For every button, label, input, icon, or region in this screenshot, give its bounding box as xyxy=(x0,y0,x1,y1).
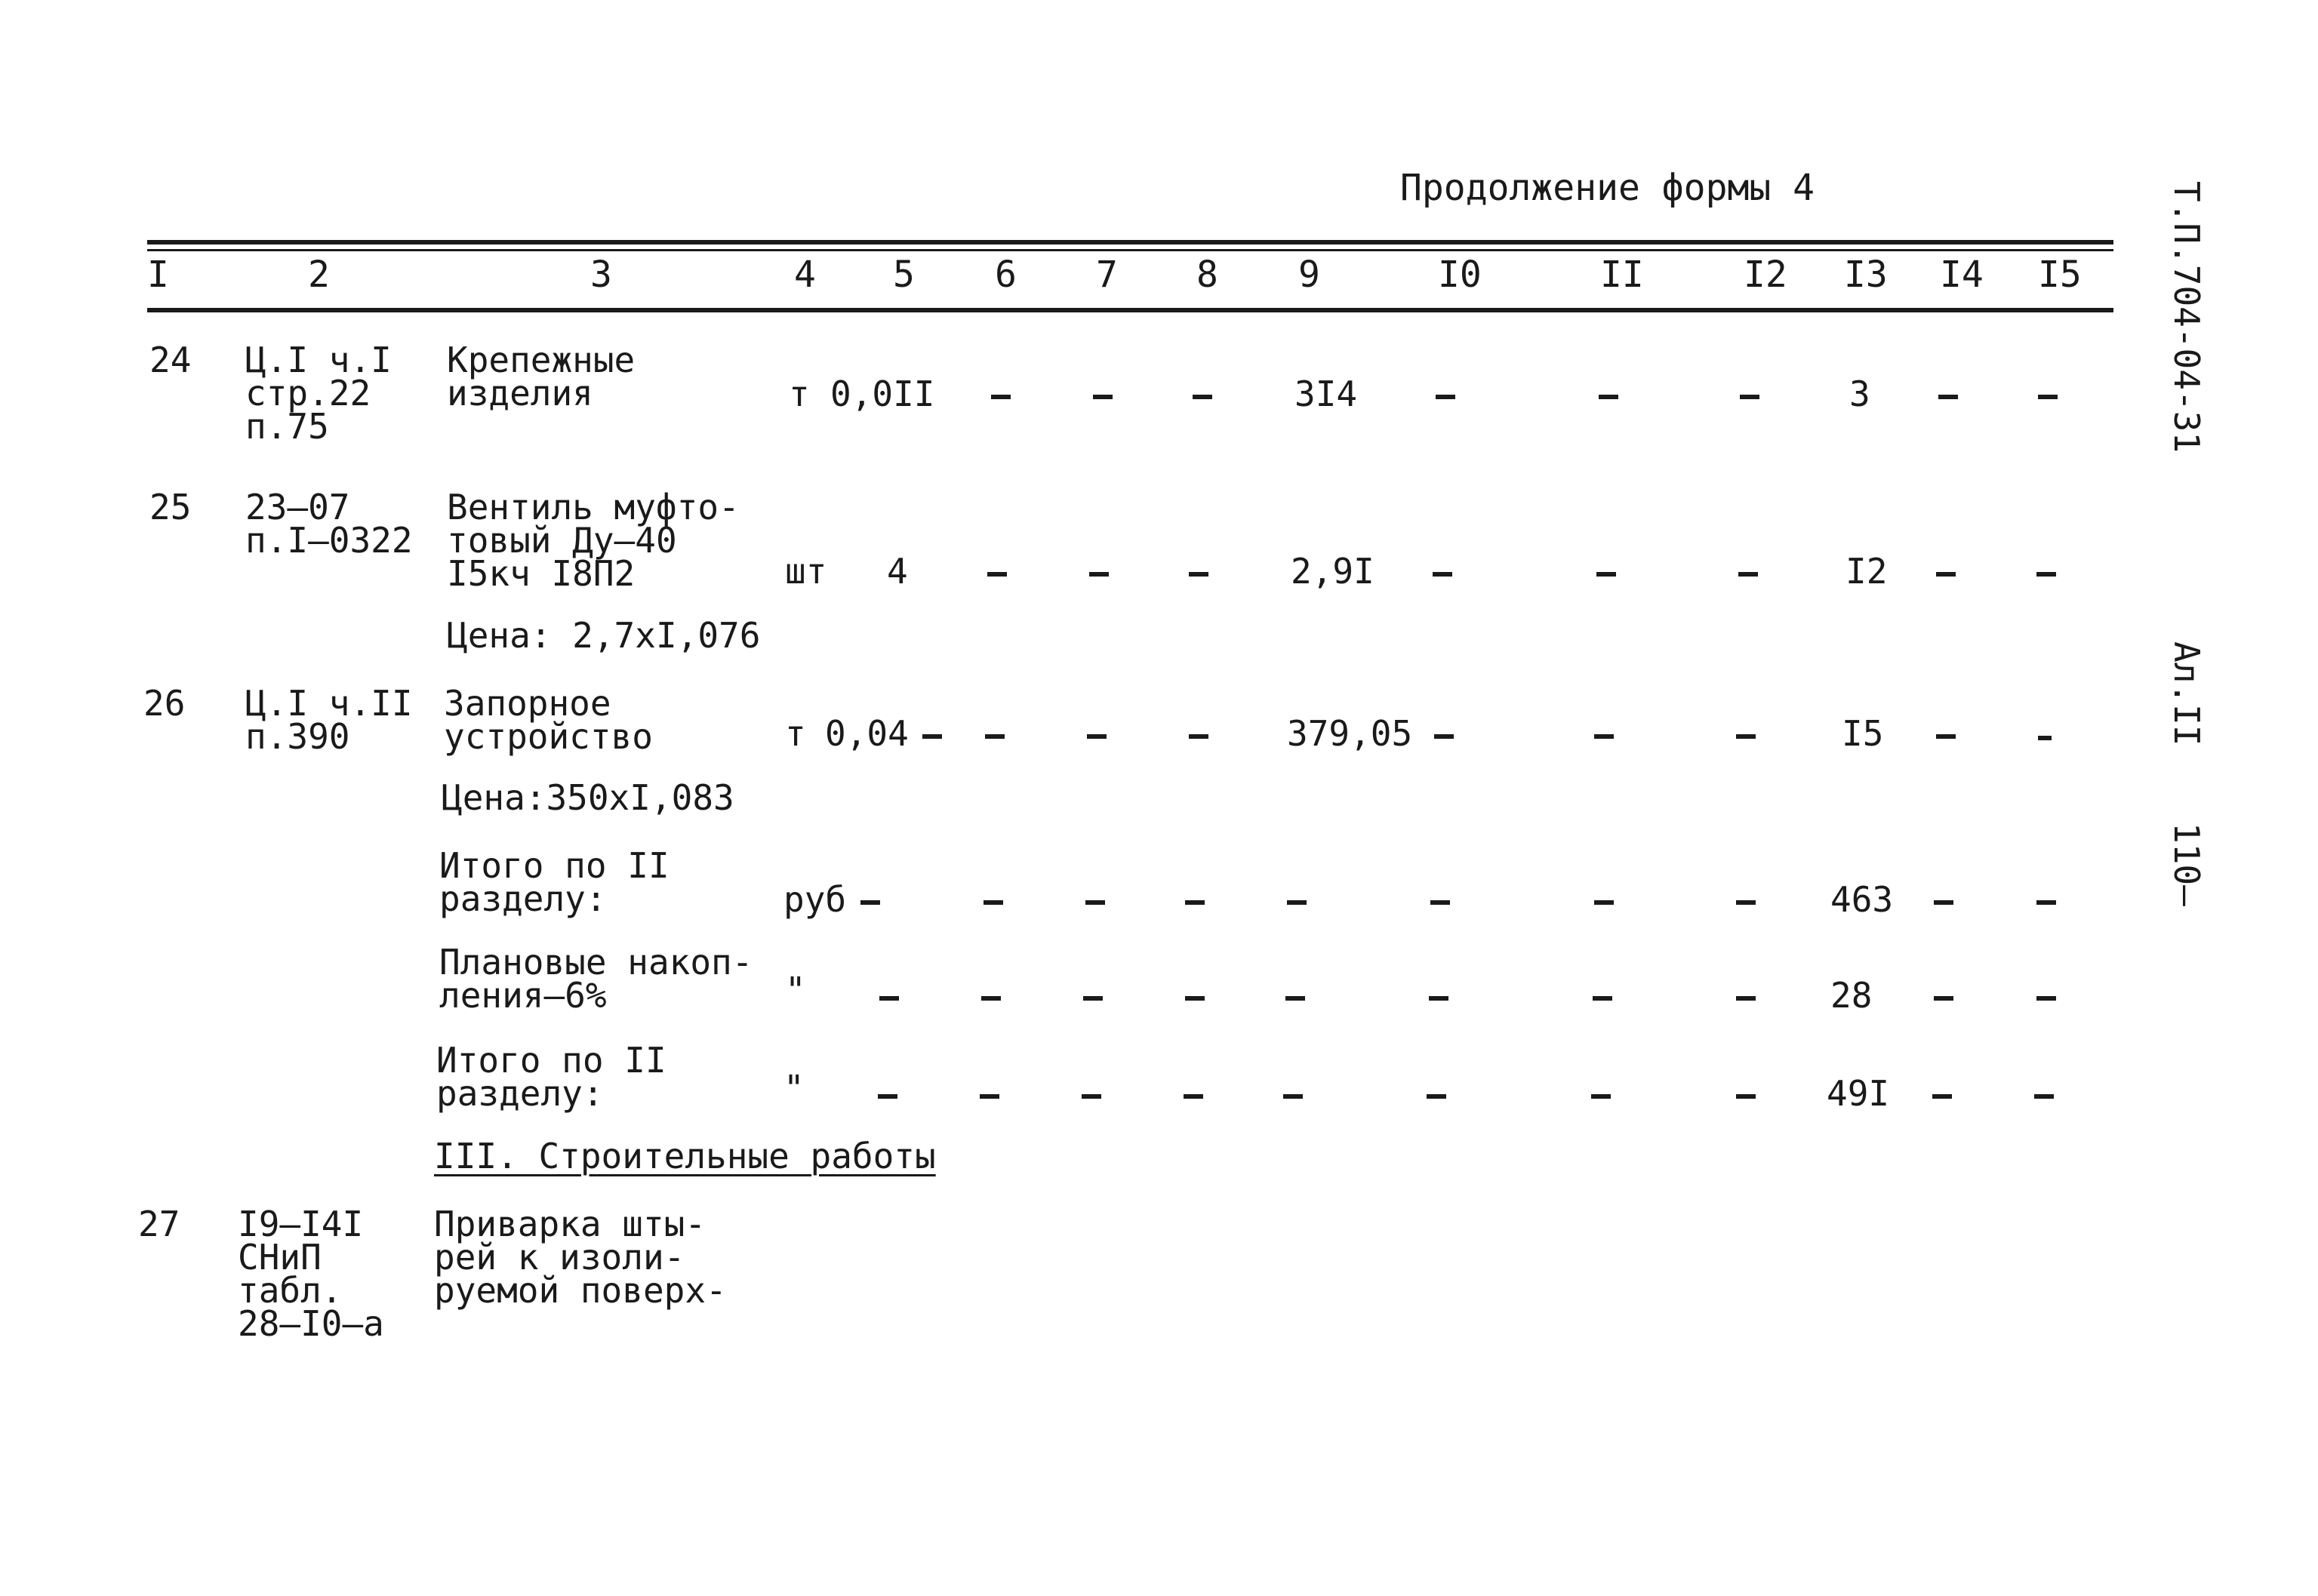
unit: " xyxy=(783,1068,805,1109)
empty-cell-dash xyxy=(1082,1094,1101,1099)
unit: " xyxy=(785,970,806,1010)
empty-cell-dash xyxy=(2036,572,2056,577)
total-value: I2 xyxy=(1845,551,1888,592)
page-title: Продолжение формы 4 xyxy=(1400,167,1815,209)
total-value: I5 xyxy=(1842,713,1884,754)
unit: т xyxy=(785,713,806,754)
empty-cell-dash xyxy=(1736,900,1756,905)
item-name: Приварка шты- рей к изоли- руемой поверх- xyxy=(434,1204,727,1311)
total-value: 463 xyxy=(1830,879,1894,920)
empty-cell-dash xyxy=(1596,572,1616,577)
row-number: 26 xyxy=(143,683,186,724)
norm-reference: Ц.I ч.I стр.22 п.75 xyxy=(245,340,392,447)
unit: т xyxy=(789,374,810,414)
price-value: 379,05 xyxy=(1287,713,1413,754)
empty-cell-dash xyxy=(984,900,1003,905)
empty-cell-dash xyxy=(1740,395,1759,399)
item-name: Плановые накоп- ления–6% xyxy=(439,942,753,1016)
side-album-label: Ал.II xyxy=(2166,641,2207,746)
empty-cell-dash xyxy=(1936,572,1956,577)
empty-cell-dash xyxy=(1594,734,1614,739)
empty-cell-dash xyxy=(1085,900,1105,905)
empty-cell-dash xyxy=(2038,736,2052,740)
col-header: 3 xyxy=(590,254,612,296)
side-document-code: Т.П.704-04-31 xyxy=(2166,181,2207,454)
price-value: 2,9I xyxy=(1291,551,1374,592)
empty-cell-dash xyxy=(2034,1094,2054,1099)
empty-cell-dash xyxy=(1193,395,1212,399)
empty-cell-dash xyxy=(1287,900,1307,905)
header-rule-bottom xyxy=(147,308,2113,312)
unit: руб xyxy=(783,879,847,920)
empty-cell-dash xyxy=(1283,1094,1303,1099)
item-name: Вентиль муфто- товый Ду–40 I5кч I8П2 xyxy=(447,487,740,594)
col-header: 8 xyxy=(1196,254,1218,296)
header-rule-top xyxy=(147,240,2113,244)
row-number: 24 xyxy=(149,340,192,380)
norm-reference: 23–07 п.I–0322 xyxy=(245,487,413,561)
empty-cell-dash xyxy=(1429,996,1448,1001)
empty-cell-dash xyxy=(878,1094,897,1099)
empty-cell-dash xyxy=(1427,1094,1446,1099)
item-name: Запорное устройство xyxy=(444,683,653,757)
empty-cell-dash xyxy=(1593,996,1612,1001)
row-number: 27 xyxy=(138,1204,180,1244)
empty-cell-dash xyxy=(991,395,1011,399)
empty-cell-dash xyxy=(1736,996,1756,1001)
empty-cell-dash xyxy=(1932,1094,1952,1099)
empty-cell-dash xyxy=(1938,395,1958,399)
empty-cell-dash xyxy=(1736,734,1756,739)
empty-cell-dash xyxy=(1087,734,1107,739)
empty-cell-dash xyxy=(2038,395,2058,399)
col-header: I xyxy=(147,254,169,296)
empty-cell-dash xyxy=(1083,996,1103,1001)
empty-cell-dash xyxy=(1934,900,1953,905)
empty-cell-dash xyxy=(1093,395,1113,399)
empty-cell-dash xyxy=(2036,996,2056,1001)
empty-cell-dash xyxy=(1434,734,1454,739)
empty-cell-dash xyxy=(1436,395,1455,399)
empty-cell-dash xyxy=(1185,900,1205,905)
empty-cell-dash xyxy=(985,734,1005,739)
quantity: 0,04 xyxy=(825,713,909,754)
col-header: 7 xyxy=(1096,254,1118,296)
empty-cell-dash xyxy=(1934,996,1953,1001)
empty-cell-dash xyxy=(1591,1094,1611,1099)
empty-cell-dash xyxy=(879,996,899,1001)
price-note: Цена:350хI,083 xyxy=(442,777,734,818)
col-header: I5 xyxy=(2038,254,2082,296)
empty-cell-dash xyxy=(922,734,942,739)
empty-cell-dash xyxy=(980,1094,999,1099)
empty-cell-dash xyxy=(2036,900,2056,905)
empty-cell-dash xyxy=(987,572,1007,577)
empty-cell-dash xyxy=(1599,395,1618,399)
norm-reference: Ц.I ч.II п.390 xyxy=(245,683,413,757)
empty-cell-dash xyxy=(1184,1094,1203,1099)
empty-cell-dash xyxy=(1738,572,1758,577)
item-name: Итого по II разделу: xyxy=(439,845,670,919)
empty-cell-dash xyxy=(1285,996,1305,1001)
empty-cell-dash xyxy=(1185,996,1205,1001)
row-number: 25 xyxy=(149,487,192,527)
empty-cell-dash xyxy=(1936,734,1956,739)
quantity: 4 xyxy=(887,551,908,592)
header-rule-mid xyxy=(147,249,2113,251)
empty-cell-dash xyxy=(1189,734,1208,739)
item-name: Итого по II разделу: xyxy=(436,1040,666,1114)
empty-cell-dash xyxy=(1189,572,1208,577)
col-header: 2 xyxy=(308,254,330,296)
section-heading: III. Строительные работы xyxy=(434,1136,936,1176)
item-name: Крепежные изделия xyxy=(447,340,636,414)
col-header: I4 xyxy=(1940,254,1984,296)
col-header: I2 xyxy=(1744,254,1787,296)
unit: шт xyxy=(785,551,827,592)
empty-cell-dash xyxy=(1430,900,1450,905)
empty-cell-dash xyxy=(981,996,1001,1001)
empty-cell-dash xyxy=(1089,572,1109,577)
col-header: 9 xyxy=(1298,254,1320,296)
empty-cell-dash xyxy=(860,900,880,905)
norm-reference: I9–I4I СНиП табл. 28–I0–а xyxy=(238,1204,384,1344)
quantity: 0,0II xyxy=(830,374,935,414)
total-value: 49I xyxy=(1827,1073,1890,1114)
empty-cell-dash xyxy=(1736,1094,1756,1099)
empty-cell-dash xyxy=(1433,572,1452,577)
col-header: 4 xyxy=(794,254,816,296)
price-value: 3I4 xyxy=(1294,374,1358,414)
price-note: Цена: 2,7хI,076 xyxy=(447,615,761,656)
col-header: 6 xyxy=(995,254,1017,296)
empty-cell-dash xyxy=(1594,900,1614,905)
col-header: II xyxy=(1600,254,1644,296)
col-header: I0 xyxy=(1438,254,1482,296)
total-value: 28 xyxy=(1830,975,1873,1016)
col-header: I3 xyxy=(1844,254,1888,296)
side-page-number: 110— xyxy=(2166,823,2207,906)
total-value: 3 xyxy=(1849,374,1870,414)
col-header: 5 xyxy=(893,254,915,296)
